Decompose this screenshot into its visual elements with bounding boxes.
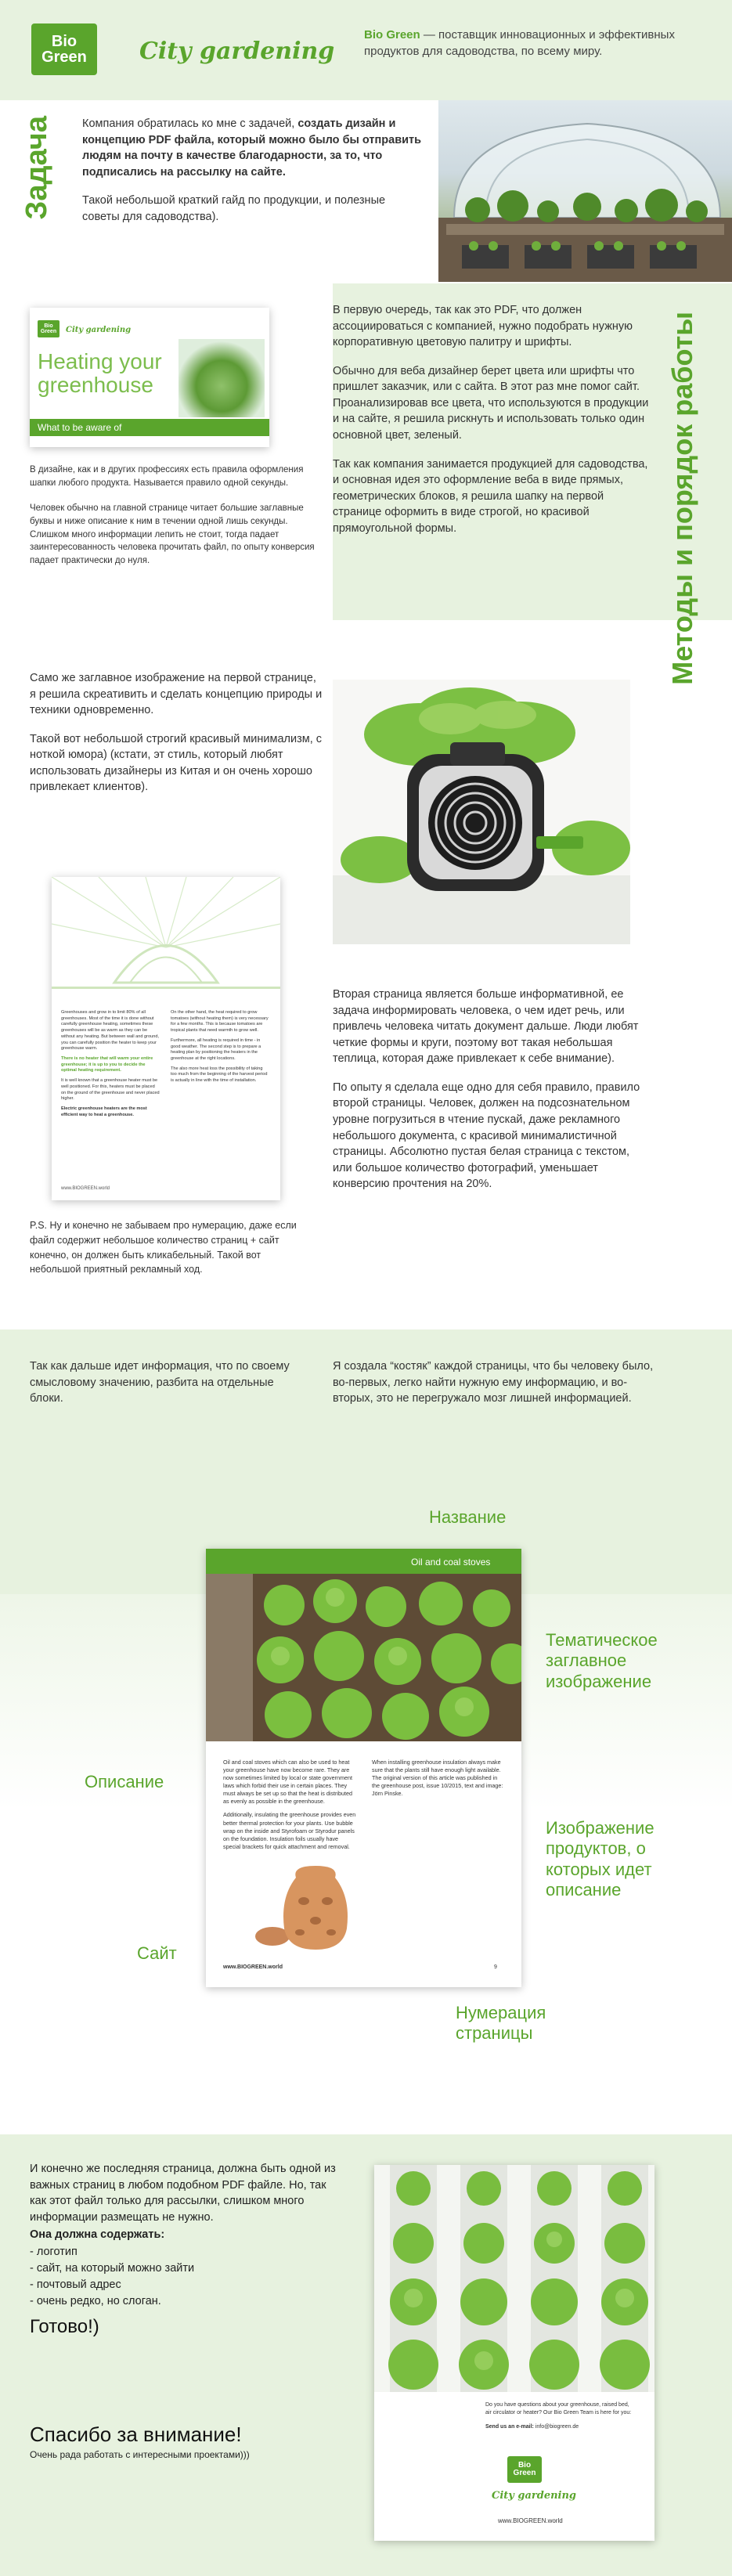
cover-heater-image [178, 339, 265, 417]
final-thanks-sub: Очень рада работать с интересными проектами))) [30, 2449, 250, 2460]
second-page-mockup [52, 877, 280, 1200]
last-page-mockup [374, 2165, 654, 2541]
second-page-col1: Greenhouses and grow in to limit 80% of all greenhouses. Most of the time it is done without carefully greenhouse heating, sometimes these greenhouses will be as warm as they can be without any heating. But between wall and ground, you can carefully position the heater to keep your greenhouse warm. There is no heater that will warm your entire greenhouse; it is up to you to decide the optimal heating requirement. It is well known that a greenhouse heater must be well positioned. For this, heaters must be placed on the ground of the greenhouse and never placed higher. Electric greenhouse heaters are the most efficient way to heat a greenhouse. [61, 1010, 160, 1117]
last-page-question: Do you have questions about your greenhouse, raised bed, air circulator or heater? Our Bio Green Team is here for you: [485, 2402, 632, 2415]
last-page-mail[interactable]: Send us an e-mail: info@biogreen.de [485, 2424, 579, 2430]
structure-left-text: Так как дальше идет информация, что по своему смысловому значению, разбита на отдельные блоки. [30, 1360, 290, 1405]
final-list-item: - почтовый адрес [30, 2278, 121, 2292]
second-page-footer[interactable]: www.BIOGREEN.world [61, 1186, 110, 1191]
section3-right-text: Вторая страница является больше информативной, ее задача информировать человека, о чем идет речь, или привлечь человека читать документ дальше. Люди любят четкие формы и круги, поэтому вот такая небольшая теплица, которая даже привлекает к себе внимание). По опыту я сделала еще одно для себя правило, правило второй страницы. Человек, должен на подсознательном уровне погрузиться в чтение пускай, даже рекламного небольшого документа, с красивой минималистичной страницы. Абсолютно пустая белая страница с текстом, или большое количество фотографий, уменьшает конверсию прочтения на 20%. [333, 988, 640, 1191]
terracotta-pot-illustration [253, 1862, 362, 1956]
info-page-mockup [206, 1549, 521, 1987]
bio-green-logo: Bio Green [31, 23, 97, 75]
heater-illustration [333, 680, 630, 944]
cover-title: Heating your greenhouse [38, 349, 162, 398]
second-page-col2: On the other hand, the heat required to grow tomatoes (without heating them) is very necessary for a few months. This is because tomatoes are tropical plants that need warmth to grow well. Furthermore, all heating is required in time - in good weather. The second step is to prepare a heating plan by positioning the heaters in the greenhouse at the right locations. The also more heat loss the possibility of taking too much from the beginning of the harvest period is actually in line with the time of installation. [171, 1010, 269, 1084]
last-page-logo: Bio Green [507, 2456, 542, 2483]
methods-right-text: В первую очередь, так как это PDF, что должен ассоциироваться с компанией, нужно подобрать нужную корпоративную цветовую палитру и шрифты. Обычно для веба дизайнер берет цвета или шрифты что пришлет заказчик, или с сайта. В этот раз мне помог сайт. Проанализировав все цвета, что используются в продукции и на сайте, я решила рискнуть и использовать только один основной цвет, зеленый. Так как компания занимается продукцией для садоводства, и основная идея это оформление веба в виде прямых, геометрических блоков, я решила шапку на первой странице оформить в виде строгой, но красивой прямоугольной формы. [333, 304, 649, 535]
header-tagline: City gardening [139, 38, 335, 65]
final-done: Готово!) [30, 2316, 99, 2337]
structure-right-text: Я создала “костяк” каждой страницы, что бы человеку было, во-первых, легко найти нужную ему информацию, и во-вторых, это не перегружало мозг лишней информацией. [333, 1360, 654, 1405]
label-products: Изображение продуктов, о которых идет описание [546, 1818, 654, 1900]
cover-logo: Bio Green [38, 320, 59, 337]
cover-tagline: City gardening [66, 326, 132, 334]
final-list-item: - логотип [30, 2246, 78, 2258]
last-page-tagline: City gardening [492, 2490, 577, 2502]
label-numbering: Нумерация страницы [456, 2003, 546, 2044]
info-page-pot-image [253, 1862, 362, 1956]
lettuce-rows-illustration [374, 2165, 654, 2392]
label-site: Сайт [137, 1943, 177, 1963]
heater-photo [333, 680, 630, 944]
ps-note: P.S. Ну и конечно не забываем про нумерацию, даже если файл содержит небольшое количество страниц + сайт конечно, он должен быть кликабельный. Такой вот небольшой приятный рекламный ход. [30, 1220, 297, 1275]
task-text: Компания обратилась ко мне с задачей, создать дизайн и концепцию PDF файла, который можно было бы отправить людям на почту в качестве благодарности, за то, что подписались на рассылку на сайте. Такой небольшой краткий гайд по продукции, и полезные советы для садоводства). [82, 117, 422, 223]
final-list-item: - сайт, на который можно зайти [30, 2262, 195, 2275]
final-must-title: Она должна содержать: [30, 2228, 165, 2241]
cover-subtitle: What to be aware of [38, 422, 122, 433]
methods-left-text: В дизайне, как и в других профессиях есть правила оформления шапки любого продукта. Называется правило одной секунды. Человек обычно на главной странице читает большие заглавные буквы и ниже описание к ним в течении одной лишь секунды. Слишком много информации лепить не стоит, тогда падает заинтересованность человека прочитать файл, по опыту конверсия падает практически до нуля. [30, 465, 315, 566]
last-page-lettuce-photo [374, 2165, 654, 2392]
final-list [30, 2244, 194, 2310]
info-page-lettuce-photo [206, 1574, 521, 1741]
info-page-number: 9 [494, 1964, 497, 1970]
greenhouse-photo [438, 100, 732, 282]
final-list-item: - очень редко, но слоган. [30, 2295, 161, 2308]
final-text: И конечно же последняя страница, должна быть одной из важных страниц в любом подобном PDF файле. Но, так как этот файл только для рассылки, слишком много информации размещать не нужно. [30, 2163, 336, 2224]
methods-title: Методы и порядок работы [666, 312, 698, 685]
info-page-banner-title: Oil and coal stoves [411, 1557, 491, 1568]
lettuce-bed-illustration [206, 1574, 521, 1741]
label-header-image: Тематическое заглавное изображение [546, 1630, 658, 1691]
greenhouse-illustration [438, 100, 732, 282]
section2-text: Само же заглавное изображение на первой странице, я решила скреативить и сделать концепцию природы и техники одновременно. Такой вот небольшой строгий красивый минимализм, с ноткой юмора) (кстати, эт стиль, который любят использовать дизайнеры из Китая и он очень хорошо привлекает клиентов). [30, 672, 323, 794]
header-description: Bio Green — поставщик инновационных и эффективных продуктов для садоводства, по всему миру. [364, 28, 675, 58]
info-page-col2: When installing greenhouse insulation always make sure that the plants still have enough light available. The original version of this article was published in the greenhouse post, issue 10/2015, text and image: Jörn Pinske. [372, 1759, 503, 1798]
label-name: Название [429, 1507, 507, 1527]
final-thanks: Спасибо за внимание! [30, 2423, 242, 2446]
task-title: Задача [20, 116, 53, 220]
last-page-site[interactable]: www.BIOGREEN.world [498, 2517, 563, 2524]
cover-mockup [30, 308, 269, 447]
label-description: Описание [85, 1772, 164, 1791]
info-page-col1: Oil and coal stoves which can also be used to heat your greenhouse have now become rare. They are now sometimes limited by local or state government laws which forbid their use in certain places. They must always be set up so that the heat is distributed as evenly as possible in the greenhouse. Additionally, insulating the greenhouse provides even better thermal protection for your plants. Use bubble wrap on the inside and Styrofoam or Styrodur panels on the foundation. Insulation foils usually have special brackets for quick attachment and removal. [223, 1759, 356, 1850]
info-page-site[interactable]: www.BIOGREEN.world [223, 1964, 283, 1970]
